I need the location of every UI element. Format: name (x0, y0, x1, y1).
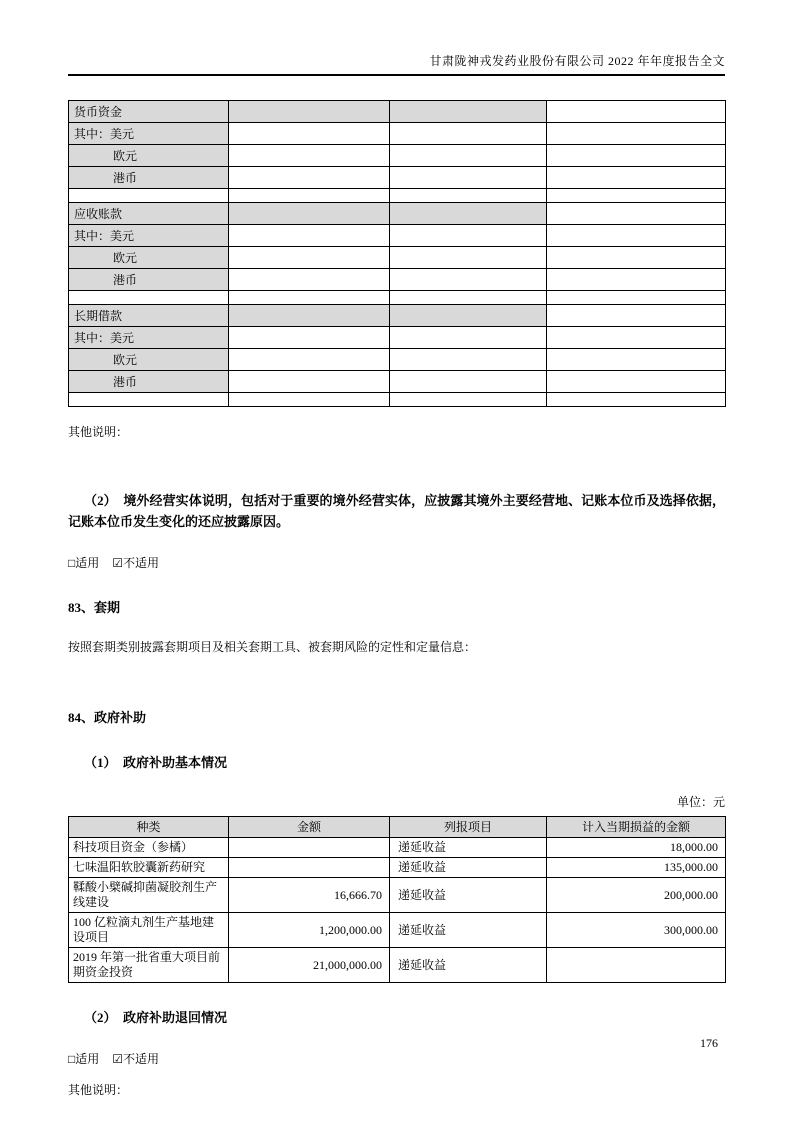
column-header: 种类 (69, 817, 229, 838)
currency-row (69, 247, 726, 269)
column-header: 计入当期损益的金额 (547, 817, 726, 838)
applicability-line-2 (68, 1050, 725, 1067)
value-cell (229, 305, 390, 327)
subsidy-row (69, 858, 726, 878)
subsidy-row (69, 838, 726, 858)
amount-cell (229, 858, 390, 878)
currency-row (69, 371, 726, 393)
current-profit-cell: 300,000.00 (547, 913, 726, 948)
value-cell (547, 393, 726, 407)
current-profit-cell (547, 948, 726, 983)
row-label-cell: 港币 (69, 371, 229, 393)
value-cell (229, 203, 390, 225)
value-cell (229, 225, 390, 247)
foreign-currency-table (68, 100, 726, 407)
report-item-cell: 递延收益 (390, 838, 547, 858)
value-cell (229, 371, 390, 393)
current-profit-cell: 200,000.00 (547, 878, 726, 913)
amount-cell: 16,666.70 (229, 878, 390, 913)
value-cell (229, 269, 390, 291)
row-label-cell: 其中：美元 (69, 327, 229, 349)
amount-cell (229, 838, 390, 858)
value-cell (390, 225, 547, 247)
column-header: 金额 (229, 817, 390, 838)
currency-row (69, 305, 726, 327)
checkbox-not-applicable: ☑不适用 (112, 556, 160, 570)
checkbox-not-applicable: ☑不适用 (112, 1052, 160, 1066)
value-cell (229, 123, 390, 145)
currency-row (69, 349, 726, 371)
currency-row (69, 101, 726, 123)
value-cell (547, 349, 726, 371)
subsidy-table-body (69, 838, 726, 983)
applicability-line-1 (68, 554, 725, 571)
value-cell (229, 189, 390, 203)
row-label-cell: 应收账款 (69, 203, 229, 225)
value-cell (390, 371, 547, 393)
subsidy-type-cell: 2019 年第一批省重大项目前期资金投资 (69, 948, 229, 983)
document-header (68, 0, 725, 76)
report-item-cell: 递延收益 (390, 878, 547, 913)
value-cell (390, 247, 547, 269)
section-83-body: 按照套期类别披露套期项目及相关套期工具、被套期风险的定性和定量信息： (68, 640, 477, 654)
value-cell (229, 349, 390, 371)
value-cell (547, 327, 726, 349)
section-84-sub1-heading: （1） 政府补助基本情况 (84, 755, 228, 770)
value-cell (390, 349, 547, 371)
row-label-cell: 欧元 (69, 349, 229, 371)
value-cell (547, 269, 726, 291)
current-profit-cell: 135,000.00 (547, 858, 726, 878)
row-label-cell: 港币 (69, 167, 229, 189)
amount-cell: 21,000,000.00 (229, 948, 390, 983)
value-cell (229, 327, 390, 349)
value-cell (547, 167, 726, 189)
row-label-cell: 欧元 (69, 247, 229, 269)
subsidy-header-row (69, 817, 726, 838)
current-profit-cell: 18,000.00 (547, 838, 726, 858)
section-83-heading: 83、套期 (68, 600, 121, 615)
value-cell (229, 167, 390, 189)
row-label-cell: 长期借款 (69, 305, 229, 327)
currency-table-body (69, 101, 726, 407)
page-content (68, 0, 725, 1098)
value-cell (547, 123, 726, 145)
row-label-cell (69, 189, 229, 203)
value-cell (390, 123, 547, 145)
subsidy-type-cell: 七味温阳软胶囊新药研究 (69, 858, 229, 878)
unit-label: 单位：元 (676, 795, 725, 809)
other-note-label: 其他说明： (68, 1083, 129, 1097)
value-cell (229, 291, 390, 305)
subsidy-row (69, 878, 726, 913)
value-cell (390, 189, 547, 203)
report-item-cell: 递延收益 (390, 948, 547, 983)
value-cell (547, 101, 726, 123)
subsidy-type-cell: 科技项目资金（参橘） (69, 838, 229, 858)
value-cell (547, 145, 726, 167)
value-cell (390, 145, 547, 167)
value-cell (390, 327, 547, 349)
value-cell (390, 167, 547, 189)
value-cell (390, 269, 547, 291)
section-84-heading: 84、政府补助 (68, 710, 147, 725)
currency-row (69, 123, 726, 145)
currency-row (69, 145, 726, 167)
value-cell (390, 393, 547, 407)
document-title: 甘肃陇神戎发药业股份有限公司 2022 年年度报告全文 (429, 54, 725, 68)
value-cell (390, 291, 547, 305)
subsidy-type-cell: 鞣酸小檗碱抑菌凝胶剂生产线建设 (69, 878, 229, 913)
row-label-cell: 港币 (69, 269, 229, 291)
currency-row (69, 225, 726, 247)
row-label-cell: 欧元 (69, 145, 229, 167)
value-cell (547, 371, 726, 393)
subsidy-row (69, 913, 726, 948)
section-84-sub2-heading: （2） 政府补助退回情况 (84, 1010, 228, 1025)
amount-cell: 1,200,000.00 (229, 913, 390, 948)
value-cell (547, 247, 726, 269)
subsidy-table (68, 816, 726, 983)
column-header: 列报项目 (390, 817, 547, 838)
currency-row (69, 291, 726, 305)
row-label-cell: 货币资金 (69, 101, 229, 123)
currency-row (69, 393, 726, 407)
value-cell (229, 145, 390, 167)
value-cell (547, 203, 726, 225)
currency-row (69, 189, 726, 203)
value-cell (229, 101, 390, 123)
value-cell (547, 291, 726, 305)
value-cell (229, 393, 390, 407)
value-cell (390, 203, 547, 225)
currency-row (69, 203, 726, 225)
value-cell (547, 305, 726, 327)
row-label-cell (69, 393, 229, 407)
checkbox-applicable: □适用 (68, 1052, 100, 1066)
report-item-cell: 递延收益 (390, 913, 547, 948)
other-note-label: 其他说明： (68, 425, 129, 439)
value-cell (390, 101, 547, 123)
currency-row (69, 269, 726, 291)
value-cell (229, 247, 390, 269)
value-cell (547, 225, 726, 247)
currency-row (69, 327, 726, 349)
subsidy-type-cell: 100 亿粒滴丸剂生产基地建设项目 (69, 913, 229, 948)
report-item-cell: 递延收益 (390, 858, 547, 878)
subsidy-row (69, 948, 726, 983)
row-label-cell: 其中：美元 (69, 123, 229, 145)
value-cell (547, 189, 726, 203)
checkbox-applicable: □适用 (68, 556, 100, 570)
section-2-paragraph: （2） 境外经营实体说明，包括对于重要的境外经营实体，应披露其境外主要经营地、记账本位币及选择依据，记账本位币发生变化的还应披露原因。 (68, 493, 725, 529)
row-label-cell (69, 291, 229, 305)
currency-row (69, 167, 726, 189)
value-cell (390, 305, 547, 327)
row-label-cell: 其中：美元 (69, 225, 229, 247)
page-number: 176 (700, 1036, 718, 1050)
